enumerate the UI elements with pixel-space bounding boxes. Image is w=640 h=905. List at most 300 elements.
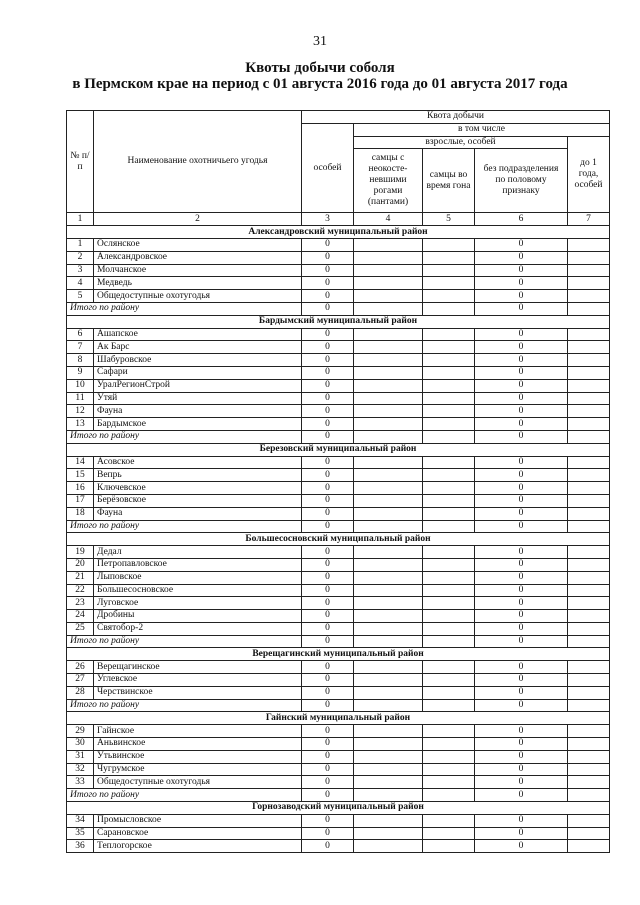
table-row: [67, 597, 610, 610]
quota-individuals: 0: [302, 469, 354, 482]
district-name: Березовский муниципальный район: [67, 443, 610, 456]
quota-no-sex: 0: [475, 763, 568, 776]
table-row: [67, 354, 610, 367]
hunting-ground-name: Медведь: [94, 277, 302, 290]
district-name: Александровский муниципальный район: [67, 226, 610, 239]
row-number: 30: [67, 738, 94, 751]
col-number-7: 7: [568, 213, 610, 226]
quota-males-rut: [423, 661, 475, 674]
table-row: [67, 610, 610, 623]
header-quota: Квота добычи: [302, 111, 610, 124]
quota-males-antlers: [354, 456, 423, 469]
quota-males-rut: [423, 456, 475, 469]
table-row: [67, 507, 610, 520]
quota-individuals: 0: [302, 328, 354, 341]
document-subtitle: в Пермском крае на период с 01 августа 2016 года до 01 августа 2017 года: [72, 76, 568, 92]
quota-males-antlers: [354, 405, 423, 418]
hunting-ground-name: Ак Барс: [94, 341, 302, 354]
hunting-ground-name: Аньвинское: [94, 738, 302, 751]
district-header-row: [67, 802, 610, 815]
header-individuals: особей: [302, 123, 354, 213]
table-row: [67, 750, 610, 763]
table-row: [67, 469, 610, 482]
hunting-ground-name: Вепрь: [94, 469, 302, 482]
quota-males-antlers: [354, 622, 423, 635]
hunting-ground-name: Ослянское: [94, 238, 302, 251]
table-row: [67, 558, 610, 571]
row-number: 5: [67, 290, 94, 303]
hunting-ground-name: Сарановское: [94, 827, 302, 840]
row-number: 28: [67, 686, 94, 699]
quota-individuals: 0: [302, 558, 354, 571]
row-number: 4: [67, 277, 94, 290]
hunting-ground-name: Петропавловское: [94, 558, 302, 571]
quota-individuals: 0: [302, 622, 354, 635]
quota-individuals: 0: [302, 290, 354, 303]
quota-under-one: [568, 379, 610, 392]
quota-under-one: [568, 507, 610, 520]
quota-under-one: [568, 597, 610, 610]
quota-individuals: 0: [302, 354, 354, 367]
quota-no-sex: 0: [475, 341, 568, 354]
total-label: Итого по району: [67, 430, 302, 443]
row-number: 3: [67, 264, 94, 277]
quota-males-rut: [423, 584, 475, 597]
row-number: 22: [67, 584, 94, 597]
quota-males-antlers: [354, 379, 423, 392]
quota-under-one: [568, 738, 610, 751]
row-number: 29: [67, 725, 94, 738]
district-total-row: [67, 635, 610, 648]
hunting-ground-name: Луговское: [94, 597, 302, 610]
quota-males-antlers: [354, 827, 423, 840]
page-number: 31: [313, 34, 327, 49]
quota-males-antlers: [354, 238, 423, 251]
quota-males-antlers: [354, 840, 423, 853]
quota-males-antlers: [354, 674, 423, 687]
header-adults: взрослые, особей: [354, 136, 568, 149]
total-males-antlers: [354, 302, 423, 315]
total-no-sex: 0: [475, 635, 568, 648]
quota-no-sex: 0: [475, 546, 568, 559]
hunting-ground-name: Верещагинское: [94, 661, 302, 674]
quota-under-one: [568, 750, 610, 763]
hunting-ground-name: Асовское: [94, 456, 302, 469]
quota-males-antlers: [354, 750, 423, 763]
table-row: [67, 674, 610, 687]
quota-no-sex: 0: [475, 571, 568, 584]
quota-males-antlers: [354, 264, 423, 277]
district-name: Верещагинский муниципальный район: [67, 648, 610, 661]
quota-no-sex: 0: [475, 738, 568, 751]
header-name: Наименование охотничьего угодья: [94, 111, 302, 213]
quota-no-sex: 0: [475, 354, 568, 367]
row-number: 2: [67, 251, 94, 264]
table-row: [67, 738, 610, 751]
hunting-ground-name: Теплогорское: [94, 840, 302, 853]
quota-individuals: 0: [302, 482, 354, 495]
quota-individuals: 0: [302, 379, 354, 392]
district-header-row: [67, 315, 610, 328]
hunting-ground-name: Дедал: [94, 546, 302, 559]
quota-under-one: [568, 277, 610, 290]
quota-males-rut: [423, 814, 475, 827]
total-under-one: [568, 302, 610, 315]
table-row: [67, 686, 610, 699]
header-males-rut: самцы во время гона: [423, 149, 475, 213]
quota-males-rut: [423, 341, 475, 354]
quota-no-sex: 0: [475, 290, 568, 303]
quota-individuals: 0: [302, 238, 354, 251]
total-males-rut: [423, 635, 475, 648]
quota-males-rut: [423, 622, 475, 635]
total-males-rut: [423, 699, 475, 712]
total-individuals: 0: [302, 635, 354, 648]
col-number-5: 5: [423, 213, 475, 226]
total-label: Итого по району: [67, 302, 302, 315]
quota-under-one: [568, 725, 610, 738]
quota-males-antlers: [354, 776, 423, 789]
quota-males-antlers: [354, 251, 423, 264]
district-total-row: [67, 699, 610, 712]
quota-no-sex: 0: [475, 776, 568, 789]
total-label: Итого по району: [67, 635, 302, 648]
row-number: 11: [67, 392, 94, 405]
table-row: [67, 456, 610, 469]
quota-individuals: 0: [302, 827, 354, 840]
header-under-one: до 1 года, особей: [568, 136, 610, 213]
col-number-2: 2: [94, 213, 302, 226]
district-header-row: [67, 226, 610, 239]
quota-individuals: 0: [302, 763, 354, 776]
total-no-sex: 0: [475, 699, 568, 712]
quota-males-antlers: [354, 738, 423, 751]
hunting-ground-name: Промысловское: [94, 814, 302, 827]
quota-males-antlers: [354, 469, 423, 482]
table-row: [67, 328, 610, 341]
row-number: 6: [67, 328, 94, 341]
table-body: [67, 226, 610, 853]
hunting-ground-name: Большесосновское: [94, 584, 302, 597]
quota-no-sex: 0: [475, 251, 568, 264]
quota-males-antlers: [354, 418, 423, 431]
hunting-ground-name: Дробины: [94, 610, 302, 623]
total-under-one: [568, 520, 610, 533]
header-males-antlers: самцы с неокосте-невшими рогами (пантами): [354, 149, 423, 213]
total-individuals: 0: [302, 430, 354, 443]
quota-under-one: [568, 328, 610, 341]
quota-males-rut: [423, 277, 475, 290]
col-number-1: 1: [67, 213, 94, 226]
quota-under-one: [568, 264, 610, 277]
district-name: Большесосновский муниципальный район: [67, 533, 610, 546]
total-under-one: [568, 699, 610, 712]
quota-males-antlers: [354, 558, 423, 571]
table-row: [67, 251, 610, 264]
quota-males-rut: [423, 674, 475, 687]
quota-males-rut: [423, 597, 475, 610]
quota-males-rut: [423, 251, 475, 264]
table-row: [67, 776, 610, 789]
hunting-ground-name: Утяй: [94, 392, 302, 405]
quota-individuals: 0: [302, 264, 354, 277]
row-number: 10: [67, 379, 94, 392]
quota-under-one: [568, 686, 610, 699]
quota-males-rut: [423, 328, 475, 341]
quota-males-rut: [423, 750, 475, 763]
row-number: 23: [67, 597, 94, 610]
total-no-sex: 0: [475, 520, 568, 533]
hunting-ground-name: Святобор-2: [94, 622, 302, 635]
quota-no-sex: 0: [475, 379, 568, 392]
table-row: [67, 840, 610, 853]
district-name: Бардымский муниципальный район: [67, 315, 610, 328]
quota-individuals: 0: [302, 661, 354, 674]
quota-individuals: 0: [302, 571, 354, 584]
hunting-ground-name: Фауна: [94, 507, 302, 520]
hunting-ground-name: Ключевское: [94, 482, 302, 495]
table-header: [67, 111, 610, 226]
quota-under-one: [568, 290, 610, 303]
quota-under-one: [568, 366, 610, 379]
quota-males-antlers: [354, 571, 423, 584]
row-number: 27: [67, 674, 94, 687]
quota-males-antlers: [354, 341, 423, 354]
hunting-ground-name: Фауна: [94, 405, 302, 418]
quota-no-sex: 0: [475, 456, 568, 469]
quota-no-sex: 0: [475, 277, 568, 290]
quota-under-one: [568, 392, 610, 405]
header-num: № п/п: [67, 111, 94, 213]
table-row: [67, 482, 610, 495]
total-under-one: [568, 789, 610, 802]
quota-males-antlers: [354, 392, 423, 405]
quota-males-antlers: [354, 366, 423, 379]
quota-males-rut: [423, 507, 475, 520]
total-no-sex: 0: [475, 789, 568, 802]
quota-under-one: [568, 776, 610, 789]
quota-males-antlers: [354, 763, 423, 776]
total-males-antlers: [354, 699, 423, 712]
row-number: 7: [67, 341, 94, 354]
district-total-row: [67, 520, 610, 533]
row-number: 18: [67, 507, 94, 520]
quota-under-one: [568, 469, 610, 482]
table-row: [67, 277, 610, 290]
quota-under-one: [568, 546, 610, 559]
row-number: 14: [67, 456, 94, 469]
quota-males-rut: [423, 392, 475, 405]
table-row: [67, 546, 610, 559]
total-males-rut: [423, 430, 475, 443]
quota-under-one: [568, 622, 610, 635]
quota-under-one: [568, 814, 610, 827]
quota-individuals: 0: [302, 725, 354, 738]
quota-no-sex: 0: [475, 558, 568, 571]
hunting-ground-name: Молчанское: [94, 264, 302, 277]
quota-males-antlers: [354, 290, 423, 303]
quota-no-sex: 0: [475, 750, 568, 763]
row-number: 33: [67, 776, 94, 789]
document-title: Квоты добычи соболя: [245, 60, 395, 76]
quota-individuals: 0: [302, 494, 354, 507]
district-total-row: [67, 302, 610, 315]
quota-no-sex: 0: [475, 584, 568, 597]
quota-individuals: 0: [302, 277, 354, 290]
quota-males-rut: [423, 379, 475, 392]
total-label: Итого по району: [67, 789, 302, 802]
table-row: [67, 725, 610, 738]
hunting-ground-name: Чугрумское: [94, 763, 302, 776]
quota-males-rut: [423, 546, 475, 559]
quota-males-antlers: [354, 328, 423, 341]
hunting-ground-name: Углевское: [94, 674, 302, 687]
total-individuals: 0: [302, 520, 354, 533]
table-row: [67, 571, 610, 584]
row-number: 21: [67, 571, 94, 584]
row-number: 9: [67, 366, 94, 379]
quota-no-sex: 0: [475, 366, 568, 379]
row-number: 12: [67, 405, 94, 418]
quota-under-one: [568, 456, 610, 469]
quota-males-antlers: [354, 482, 423, 495]
total-males-rut: [423, 302, 475, 315]
quota-individuals: 0: [302, 776, 354, 789]
quota-individuals: 0: [302, 610, 354, 623]
quota-males-rut: [423, 610, 475, 623]
row-number: 8: [67, 354, 94, 367]
quota-under-one: [568, 418, 610, 431]
total-under-one: [568, 635, 610, 648]
total-males-antlers: [354, 789, 423, 802]
quota-males-antlers: [354, 610, 423, 623]
quota-individuals: 0: [302, 507, 354, 520]
quota-no-sex: 0: [475, 840, 568, 853]
row-number: 1: [67, 238, 94, 251]
row-number: 34: [67, 814, 94, 827]
quota-table: [66, 110, 610, 853]
table-row: [67, 392, 610, 405]
quota-under-one: [568, 584, 610, 597]
quota-males-antlers: [354, 546, 423, 559]
row-number: 36: [67, 840, 94, 853]
quota-under-one: [568, 558, 610, 571]
total-individuals: 0: [302, 699, 354, 712]
quota-males-rut: [423, 482, 475, 495]
row-number: 25: [67, 622, 94, 635]
table-row: [67, 290, 610, 303]
quota-individuals: 0: [302, 584, 354, 597]
quota-males-rut: [423, 469, 475, 482]
quota-males-rut: [423, 840, 475, 853]
quota-no-sex: 0: [475, 418, 568, 431]
hunting-ground-name: Общедоступные охотугодья: [94, 776, 302, 789]
quota-no-sex: 0: [475, 264, 568, 277]
quota-males-rut: [423, 366, 475, 379]
total-males-rut: [423, 520, 475, 533]
table-row: [67, 584, 610, 597]
total-no-sex: 0: [475, 302, 568, 315]
quota-under-one: [568, 763, 610, 776]
quota-under-one: [568, 405, 610, 418]
total-individuals: 0: [302, 789, 354, 802]
total-males-antlers: [354, 520, 423, 533]
table-row: [67, 405, 610, 418]
quota-males-antlers: [354, 725, 423, 738]
quota-individuals: 0: [302, 840, 354, 853]
hunting-ground-name: Утьвинское: [94, 750, 302, 763]
total-males-rut: [423, 789, 475, 802]
quota-no-sex: 0: [475, 827, 568, 840]
quota-males-rut: [423, 238, 475, 251]
header-including: в том числе: [354, 123, 610, 136]
hunting-ground-name: Ашапское: [94, 328, 302, 341]
quota-individuals: 0: [302, 392, 354, 405]
district-header-row: [67, 443, 610, 456]
quota-no-sex: 0: [475, 482, 568, 495]
quota-individuals: 0: [302, 686, 354, 699]
quota-males-rut: [423, 827, 475, 840]
total-individuals: 0: [302, 302, 354, 315]
quota-under-one: [568, 482, 610, 495]
quota-no-sex: 0: [475, 494, 568, 507]
district-header-row: [67, 648, 610, 661]
row-number: 35: [67, 827, 94, 840]
quota-individuals: 0: [302, 366, 354, 379]
table-row: [67, 341, 610, 354]
quota-males-rut: [423, 686, 475, 699]
col-number-3: 3: [302, 213, 354, 226]
table-row: [67, 827, 610, 840]
quota-individuals: 0: [302, 341, 354, 354]
quota-males-rut: [423, 763, 475, 776]
quota-individuals: 0: [302, 418, 354, 431]
hunting-ground-name: Александровское: [94, 251, 302, 264]
district-header-row: [67, 533, 610, 546]
quota-males-antlers: [354, 507, 423, 520]
district-name: Горнозаводский муниципальный район: [67, 802, 610, 815]
quota-no-sex: 0: [475, 686, 568, 699]
quota-males-antlers: [354, 597, 423, 610]
row-number: 32: [67, 763, 94, 776]
quota-males-antlers: [354, 584, 423, 597]
hunting-ground-name: Общедоступные охотугодья: [94, 290, 302, 303]
quota-no-sex: 0: [475, 661, 568, 674]
quota-males-rut: [423, 405, 475, 418]
table-row: [67, 238, 610, 251]
hunting-ground-name: УралРегионСтрой: [94, 379, 302, 392]
quota-individuals: 0: [302, 738, 354, 751]
total-label: Итого по району: [67, 520, 302, 533]
hunting-ground-name: Берёзовское: [94, 494, 302, 507]
district-total-row: [67, 789, 610, 802]
quota-males-rut: [423, 571, 475, 584]
quota-males-antlers: [354, 814, 423, 827]
row-number: 19: [67, 546, 94, 559]
table-row: [67, 622, 610, 635]
hunting-ground-name: Лыповское: [94, 571, 302, 584]
quota-males-rut: [423, 264, 475, 277]
quota-no-sex: 0: [475, 725, 568, 738]
total-males-antlers: [354, 430, 423, 443]
quota-under-one: [568, 571, 610, 584]
row-number: 16: [67, 482, 94, 495]
quota-no-sex: 0: [475, 597, 568, 610]
quota-individuals: 0: [302, 456, 354, 469]
table-row: [67, 366, 610, 379]
table-row: [67, 814, 610, 827]
quota-no-sex: 0: [475, 392, 568, 405]
